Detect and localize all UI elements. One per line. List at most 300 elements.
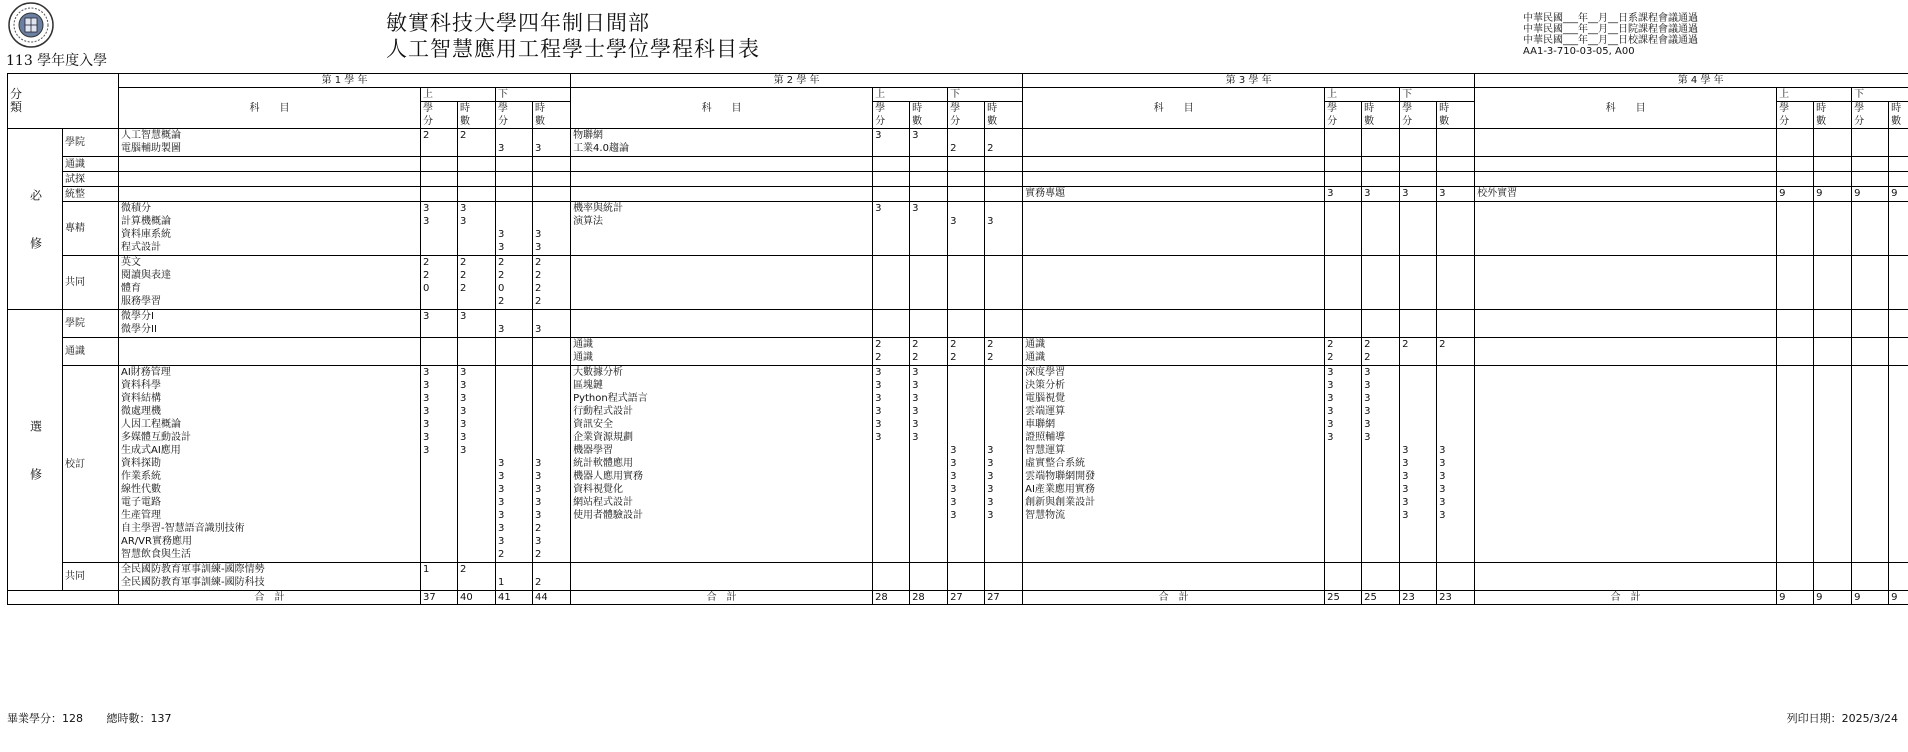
- value-cell-line: [1439, 379, 1472, 392]
- value-cell-line: [423, 548, 455, 561]
- table-row: [8, 338, 1908, 366]
- value-cell: [910, 256, 948, 310]
- value-cell-line: 3: [423, 311, 430, 322]
- value-cell-line: 2: [950, 339, 957, 350]
- value-cell: [533, 563, 571, 591]
- value-cell-line: 3: [535, 242, 542, 253]
- value-cell-line: 3: [875, 419, 882, 430]
- value-cell-line: 3: [423, 380, 430, 391]
- subject-list-line: 雲端運算: [1025, 406, 1066, 417]
- value-cell: [985, 310, 1023, 338]
- subject-list-line: 雲端物聯網開發: [1025, 471, 1096, 482]
- subject-list-line: Python程式語言: [573, 393, 648, 404]
- value-cell: [421, 338, 458, 366]
- value-cell: [948, 172, 985, 187]
- value-cell: [1852, 202, 1889, 256]
- value-cell: [421, 187, 458, 202]
- value-cell-line: 3: [950, 497, 957, 508]
- value-cell-line: 3: [950, 458, 957, 469]
- value-cell-line: 3: [460, 380, 467, 391]
- value-cell-line: 3: [1402, 445, 1409, 456]
- subject-list: [119, 202, 421, 256]
- total-value: 37: [421, 591, 458, 605]
- total-value: 28: [873, 591, 910, 605]
- value-cell: [985, 256, 1023, 310]
- value-cell: [985, 187, 1023, 202]
- subject-list-line: 英文: [121, 257, 142, 268]
- subject-list-line: 閱讀與表達: [121, 270, 172, 281]
- value-cell-line: 2: [875, 339, 882, 350]
- value-cell-line: 3: [1402, 458, 1409, 469]
- value-cell: [1889, 129, 1908, 157]
- value-cell-line: 2: [460, 283, 467, 294]
- value-cell-line: 2: [535, 523, 542, 534]
- group-label: 通識: [63, 338, 119, 366]
- value-cell: [1889, 563, 1908, 591]
- subject-list: [1023, 310, 1325, 338]
- subject-list: [1475, 310, 1777, 338]
- value-cell-line: [1439, 418, 1472, 431]
- value-cell-line: [1327, 457, 1359, 470]
- value-cell: [458, 563, 496, 591]
- value-cell-line: [423, 228, 455, 241]
- total-value: 9: [1777, 591, 1814, 605]
- value-cell-line: [1402, 392, 1434, 405]
- subject-list-line: 智慧運算: [1025, 445, 1066, 456]
- value-cell-line: 3: [498, 484, 505, 495]
- value-cell-line: 3: [987, 497, 994, 508]
- value-cell-line: [535, 215, 568, 228]
- semester-upper: 上: [873, 88, 948, 102]
- value-cell: [533, 366, 571, 563]
- value-cell-line: [535, 310, 568, 323]
- subject-list: [571, 338, 873, 366]
- subject-list: [1023, 202, 1325, 256]
- subject-list: [1475, 366, 1777, 563]
- hours-header: 時 數: [458, 102, 496, 129]
- value-cell-line: 3: [1439, 471, 1446, 482]
- value-cell: [948, 338, 985, 366]
- value-cell: [1325, 338, 1362, 366]
- value-cell: [1814, 187, 1852, 202]
- value-cell-line: [912, 483, 945, 496]
- value-cell-line: 3: [912, 130, 919, 141]
- subject-list: [571, 202, 873, 256]
- value-cell-line: [875, 496, 907, 509]
- approval-college: 中華民國___年__月__日院課程會議通過: [1523, 24, 1698, 35]
- group-label: 共同: [63, 256, 119, 310]
- value-cell-line: [423, 142, 455, 155]
- subject-list: [119, 172, 421, 187]
- value-cell-line: 3: [1364, 188, 1371, 199]
- value-cell-line: 3: [875, 380, 882, 391]
- value-cell-line: [535, 405, 568, 418]
- section-required: 必 修: [8, 129, 63, 310]
- value-cell-line: 1: [423, 564, 430, 575]
- value-cell-line: [498, 392, 530, 405]
- value-cell: [910, 338, 948, 366]
- subject-list: [1475, 256, 1777, 310]
- value-cell: [458, 187, 496, 202]
- value-cell: [458, 172, 496, 187]
- subject-header: 科 目: [1475, 88, 1777, 129]
- value-cell-line: 3: [875, 203, 882, 214]
- value-cell-line: [498, 444, 530, 457]
- subject-list-line: 微學分II: [121, 324, 157, 335]
- value-cell-line: 2: [535, 296, 542, 307]
- value-cell-line: [535, 379, 568, 392]
- value-cell-line: 2: [912, 352, 919, 363]
- value-cell-line: [1402, 379, 1434, 392]
- value-cell-line: 3: [498, 497, 505, 508]
- value-cell-line: 2: [912, 339, 919, 350]
- total-value: 28: [910, 591, 948, 605]
- value-cell: [873, 129, 910, 157]
- value-cell-line: [460, 470, 493, 483]
- value-cell-line: [423, 509, 455, 522]
- credits-header: 學 分: [1852, 102, 1889, 129]
- subject-list-line: 物聯網: [573, 130, 604, 141]
- value-cell: [1814, 129, 1852, 157]
- total-value: 23: [1400, 591, 1437, 605]
- value-cell: [1362, 187, 1400, 202]
- value-cell: [533, 187, 571, 202]
- value-cell: [1889, 157, 1908, 172]
- subject-list: [571, 310, 873, 338]
- value-cell: [458, 256, 496, 310]
- total-value: 9: [1814, 591, 1852, 605]
- value-cell: [1852, 338, 1889, 366]
- subject-list: [119, 129, 421, 157]
- value-cell-line: [1327, 509, 1359, 522]
- subject-list: [571, 256, 873, 310]
- value-cell-line: 3: [423, 216, 430, 227]
- graduation-credits: 畢業學分：128: [7, 712, 83, 725]
- value-cell: [1889, 187, 1908, 202]
- value-cell: [910, 563, 948, 591]
- approval-dept: 中華民國___年__月__日系課程會議通過: [1523, 13, 1698, 24]
- subject-list-line: 企業資源規劃: [573, 432, 634, 443]
- subject-list-line: 計算機概論: [121, 216, 172, 227]
- value-cell-line: 3: [1327, 419, 1334, 430]
- credits-header: 學 分: [1777, 102, 1814, 129]
- subject-list: [1475, 129, 1777, 157]
- subject-list-line: 線性代數: [121, 484, 162, 495]
- subject-list-line: 使用者體驗設計: [573, 510, 644, 521]
- value-cell-line: [498, 431, 530, 444]
- year-header: 第 4 學 年: [1475, 74, 1908, 88]
- value-cell-line: [423, 323, 455, 336]
- category-header: 分 類: [8, 74, 119, 129]
- subject-list-line: 多媒體互動設計: [121, 432, 192, 443]
- value-cell: [458, 157, 496, 172]
- group-label: 校訂: [63, 366, 119, 563]
- value-cell-line: 3: [912, 406, 919, 417]
- value-cell-line: [535, 202, 568, 215]
- footer-summary: [7, 710, 192, 726]
- value-cell: [1852, 310, 1889, 338]
- value-cell-line: 3: [987, 484, 994, 495]
- subject-list-line: 生產管理: [121, 510, 162, 521]
- value-cell: [1852, 563, 1889, 591]
- subject-list-line: 人因工程概論: [121, 419, 182, 430]
- value-cell-line: [535, 129, 568, 142]
- total-value: 44: [533, 591, 571, 605]
- value-cell-line: 2: [460, 130, 467, 141]
- subject-list: [119, 338, 421, 366]
- value-cell: [496, 338, 533, 366]
- value-cell: [948, 202, 985, 256]
- value-cell-line: [875, 470, 907, 483]
- subject-list-line: 智慧物流: [1025, 510, 1066, 521]
- value-cell: [1325, 310, 1362, 338]
- value-cell-line: 3: [535, 471, 542, 482]
- value-cell-line: [1402, 351, 1434, 364]
- value-cell-line: [1327, 444, 1359, 457]
- value-cell: [873, 187, 910, 202]
- value-cell-line: 3: [875, 432, 882, 443]
- subject-list: [1023, 256, 1325, 310]
- value-cell-line: 3: [912, 367, 919, 378]
- value-cell: [1777, 202, 1814, 256]
- approval-notes: [1523, 13, 1698, 57]
- value-cell-line: [423, 241, 455, 254]
- value-cell: [910, 129, 948, 157]
- value-cell: [458, 310, 496, 338]
- subject-list-line: 資料庫系統: [121, 229, 172, 240]
- total-value: 40: [458, 591, 496, 605]
- value-cell: [948, 157, 985, 172]
- value-cell-line: 3: [498, 229, 505, 240]
- subject-list: [119, 157, 421, 172]
- value-cell: [1362, 256, 1400, 310]
- value-cell-line: 3: [423, 393, 430, 404]
- value-cell-line: [1439, 366, 1472, 379]
- year-header: 第 1 學 年: [119, 74, 571, 88]
- value-cell-line: 3: [498, 458, 505, 469]
- value-cell-line: [498, 418, 530, 431]
- value-cell: [1437, 129, 1475, 157]
- value-cell-line: 3: [912, 203, 919, 214]
- totals-spacer: [8, 591, 119, 605]
- value-cell: [873, 366, 910, 563]
- value-cell: [1325, 187, 1362, 202]
- value-cell: [1362, 366, 1400, 563]
- value-cell-line: [1439, 351, 1472, 364]
- value-cell-line: [535, 444, 568, 457]
- value-cell: [1852, 256, 1889, 310]
- value-cell-line: 2: [1402, 339, 1409, 350]
- subject-list-line: 機率與統計: [573, 203, 624, 214]
- value-cell-line: 3: [1364, 406, 1371, 417]
- value-cell-line: 3: [498, 324, 505, 335]
- value-cell-line: 3: [1364, 380, 1371, 391]
- value-cell-line: [498, 215, 530, 228]
- subject-list-line: 服務學習: [121, 296, 162, 307]
- value-cell-line: 2: [535, 270, 542, 281]
- value-cell: [948, 310, 985, 338]
- value-cell-line: 2: [423, 270, 430, 281]
- value-cell-line: [423, 470, 455, 483]
- value-cell: [533, 310, 571, 338]
- value-cell: [458, 129, 496, 157]
- value-cell-line: 3: [1327, 188, 1334, 199]
- value-cell: [1325, 366, 1362, 563]
- subject-list-line: 全民國防教育軍事訓練-國防科技: [121, 577, 265, 588]
- value-cell-line: 3: [498, 523, 505, 534]
- value-cell-line: 2: [460, 257, 467, 268]
- value-cell: [1777, 172, 1814, 187]
- value-cell: [1437, 563, 1475, 591]
- subject-list-line: 決策分析: [1025, 380, 1066, 391]
- subject-list-line: 統計軟體應用: [573, 458, 634, 469]
- value-cell: [1889, 310, 1908, 338]
- value-cell-line: 3: [1439, 458, 1446, 469]
- value-cell-line: [460, 576, 493, 589]
- value-cell: [1814, 338, 1852, 366]
- value-cell: [458, 366, 496, 563]
- subject-list-line: 機器學習: [573, 445, 614, 456]
- subject-list-line: 創新與創業設計: [1025, 497, 1096, 508]
- value-cell: [1814, 256, 1852, 310]
- value-cell: [1400, 366, 1437, 563]
- value-cell-line: [1327, 496, 1359, 509]
- value-cell: [496, 172, 533, 187]
- subject-list: [571, 187, 873, 202]
- hours-header: 時 數: [910, 102, 948, 129]
- value-cell: [496, 256, 533, 310]
- value-cell: [1814, 366, 1852, 563]
- value-cell: [1814, 157, 1852, 172]
- value-cell-line: [1402, 366, 1434, 379]
- value-cell: [496, 310, 533, 338]
- value-cell-line: [950, 418, 982, 431]
- value-cell-line: 3: [423, 367, 430, 378]
- value-cell-line: [875, 457, 907, 470]
- value-cell: [1325, 202, 1362, 256]
- total-hours: 總時數：137: [106, 712, 172, 725]
- value-cell-line: 2: [1364, 352, 1371, 363]
- total-value: 9: [1889, 591, 1908, 605]
- value-cell: [1889, 338, 1908, 366]
- value-cell: [533, 172, 571, 187]
- subject-list-line: 全民國防教育軍事訓練-國際情勢: [121, 564, 265, 575]
- value-cell: [533, 129, 571, 157]
- subject-list: [571, 172, 873, 187]
- value-cell: [1814, 563, 1852, 591]
- year-header: 第 2 學 年: [571, 74, 1023, 88]
- value-cell: [873, 310, 910, 338]
- value-cell-line: 3: [460, 311, 467, 322]
- section-elective: 選 修: [8, 310, 63, 591]
- total-value: 23: [1437, 591, 1475, 605]
- subject-list: [571, 157, 873, 172]
- value-cell-line: 3: [1439, 188, 1446, 199]
- subject-list: [1023, 157, 1325, 172]
- value-cell: [1437, 310, 1475, 338]
- value-cell-line: [460, 483, 493, 496]
- value-cell: [1362, 172, 1400, 187]
- subject-list: [1023, 563, 1325, 591]
- subject-list: [1023, 366, 1325, 563]
- value-cell-line: [912, 444, 945, 457]
- subject-header: 科 目: [1023, 88, 1325, 129]
- value-cell-line: [1402, 418, 1434, 431]
- value-cell-line: [912, 470, 945, 483]
- value-cell: [948, 187, 985, 202]
- value-cell-line: 3: [1402, 471, 1409, 482]
- value-cell-line: 3: [460, 445, 467, 456]
- value-cell-line: [912, 509, 945, 522]
- value-cell-line: 2: [535, 577, 542, 588]
- value-cell-line: [498, 405, 530, 418]
- value-cell-line: [912, 142, 945, 155]
- group-label: 通識: [63, 157, 119, 172]
- subject-list-line: 機器人應用實務: [573, 471, 644, 482]
- subject-list-line: 微積分: [121, 203, 152, 214]
- value-cell-line: [950, 129, 982, 142]
- subject-list-line: 網站程式設計: [573, 497, 634, 508]
- value-cell: [948, 129, 985, 157]
- value-cell-line: 2: [535, 549, 542, 560]
- subject-list-line: AR/VR實務應用: [121, 536, 192, 547]
- subject-list-line: 體育: [121, 283, 142, 294]
- value-cell: [873, 202, 910, 256]
- value-cell-line: 3: [423, 432, 430, 443]
- semester-upper: 上: [421, 88, 496, 102]
- subject-list: [1475, 338, 1777, 366]
- total-value: 27: [948, 591, 985, 605]
- value-cell-line: [498, 202, 530, 215]
- value-cell-line: 3: [535, 324, 542, 335]
- value-cell-line: 2: [1364, 339, 1371, 350]
- value-cell: [533, 256, 571, 310]
- value-cell-line: 3: [498, 510, 505, 521]
- value-cell-line: [460, 323, 493, 336]
- subject-list-line: 車聯網: [1025, 419, 1056, 430]
- subject-list-line: 資料探勘: [121, 458, 162, 469]
- value-cell-line: 3: [912, 432, 919, 443]
- value-cell-line: 3: [1364, 393, 1371, 404]
- value-cell-line: 3: [987, 471, 994, 482]
- value-cell-line: 3: [950, 216, 957, 227]
- hours-header: 時 數: [985, 102, 1023, 129]
- value-cell: [948, 256, 985, 310]
- subject-list-line: 自主學習-智慧語音識別技術: [121, 523, 245, 534]
- value-cell-line: 3: [460, 393, 467, 404]
- subject-list: [1475, 157, 1777, 172]
- subject-list-line: 智慧飲食與生活: [121, 549, 192, 560]
- value-cell: [1814, 172, 1852, 187]
- value-cell: [1362, 563, 1400, 591]
- value-cell-line: [423, 535, 455, 548]
- value-cell: [496, 129, 533, 157]
- value-cell: [496, 187, 533, 202]
- value-cell: [910, 187, 948, 202]
- subject-list: [571, 129, 873, 157]
- table-row: [8, 157, 1908, 172]
- value-cell-line: 3: [875, 367, 882, 378]
- value-cell-line: 3: [460, 203, 467, 214]
- value-cell-line: [987, 431, 1020, 444]
- value-cell-line: 3: [987, 216, 994, 227]
- value-cell: [910, 202, 948, 256]
- subject-list-line: 演算法: [573, 216, 604, 227]
- value-cell-line: [875, 142, 907, 155]
- value-cell-line: [1327, 470, 1359, 483]
- total-value: 25: [1362, 591, 1400, 605]
- total-value: 9: [1852, 591, 1889, 605]
